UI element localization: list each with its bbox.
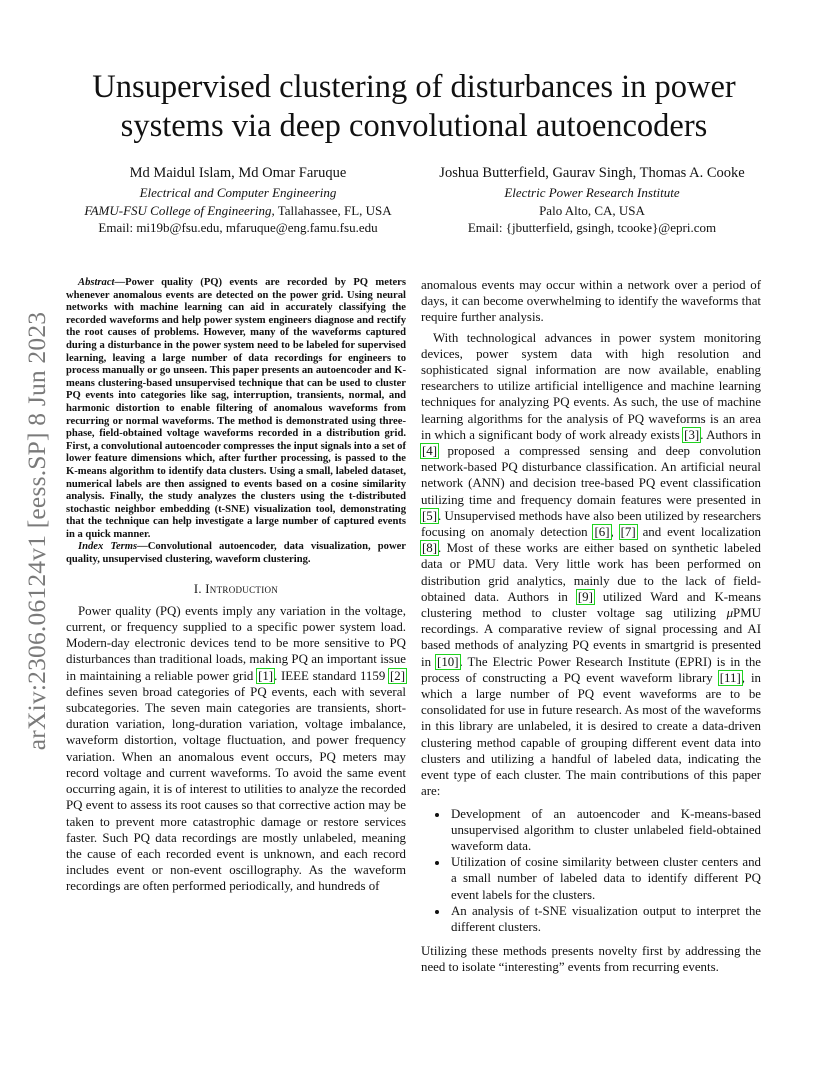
arxiv-identifier-text: arXiv:2306.06124v1 [eess.SP] 8 Jun 2023 — [22, 311, 51, 751]
text-run: , — [610, 525, 620, 540]
index-terms-lead: Index Terms — [78, 541, 138, 553]
citation-link-1[interactable]: [1] — [258, 668, 274, 683]
text-run: PMU recordings. A comparative review of signal processing and AI based methods of analyzing PQ events in smartgrid is presented in — [421, 606, 761, 669]
citation-link-10[interactable]: [10] — [437, 654, 459, 669]
citation-link-5[interactable]: [5] — [422, 508, 438, 523]
section-title: Introduction — [205, 581, 279, 596]
right-column — [421, 277, 761, 976]
citation-link-11[interactable]: [11] — [719, 670, 741, 685]
index-terms-text: —Convolutional autoencoder, data visualization, power quality, unsupervised clustering, waveform clustering. — [66, 541, 406, 566]
citation-link-6[interactable]: [6] — [594, 525, 610, 540]
author-block-fsu — [66, 164, 410, 237]
contribution-item: • An analysis of t-SNE visualization output to interpret the different clusters. — [449, 903, 761, 935]
section-heading-introduction — [66, 581, 406, 597]
contribution-item: • Development of an autoencoder and K-means-based unsupervised algorithm to cluster unlabeled field-obtained waveform data. — [449, 806, 761, 855]
author-email: Email: {jbutterfield, gsingh, tcooke}@epri.com — [467, 220, 717, 235]
text-run: . Authors in — [700, 427, 761, 442]
author-department: Electrical and Computer Engineering — [139, 185, 337, 200]
text-run: proposed a compressed sensing and deep convolution network-based PQ disturbance classification. An artificial neural network (ANN) and decision tree-based PQ event classification utilizing time and frequency domain features were presented in — [421, 444, 761, 507]
author-institution: FAMU-FSU College of Engineering, — [84, 202, 275, 218]
closing-paragraph: Utilizing these methods presents novelty first by addressing the need to isolate “interesting” events from recurring events. — [421, 944, 761, 975]
abstract — [66, 277, 406, 541]
text-run: defines seven broad categories of PQ events, each with several subcategories. The seven main categories are transients, short-duration variation, long-duration variation, voltage imbalance, waveform distortion, voltage fluctuation, and power frequency variation. When an anomalous event occurs, PQ meters may record voltage and current waveforms. To avoid the same event occurring again, it is of interest to utilities to analyze the recorded PQ event to assess its root causes so that corrective action may be taken to prevent more catastrophic damage or restore services faster. Such PQ data recordings are mostly unlabeled, meaning the cause of each recorded event is unknown, and each record includes event or non-event oscillography. As the waveform recordings are often performed periodically, and hundreds of — [66, 684, 406, 894]
mu-symbol: μ — [726, 606, 734, 621]
author-affiliation — [66, 202, 410, 220]
author-names: Md Maidul Islam, Md Omar Faruque — [129, 165, 347, 181]
text-run: , in which a large number of PQ event waveforms are to be consolidated for use in future research. As most of the waveforms in this library are unlabeled, it is desired to create a data-driven clustering method capable of grouping different event data into clusters and utilizing a handful of labeled data, indicating the event type of each cluster. The main contributions of this paper are: — [421, 670, 761, 799]
author-department: Electric Power Research Institute — [504, 185, 680, 200]
text-run: Power quality (PQ) events imply any variation in the voltage, current, or frequency supplied to a specific power system load. Modern-day electronic devices tend to be more sensitive to PQ disturbances than traditional loads, making PQ an important issue in maintaining a reliable power grid — [66, 603, 406, 683]
contribution-item: • Utilization of cosine similarity between cluster centers and a small number of labeled data to identify different PQ event labels for the clusters. — [449, 854, 761, 903]
text-run: With technological advances in power system monitoring devices, power system data with high resolution and sophisticated signal information are now available, enabling researchers to utilize artificial intelligence and machine learning techniques for analyzing PQ events. As such, the use of machine learning algorithms for the analysis of PQ waveforms is an area in which a significant body of work already exists — [421, 330, 761, 442]
author-email: Email: mi19b@fsu.edu, mfaruque@eng.famu.fsu.edu — [98, 220, 378, 235]
author-location: Tallahassee, FL, USA — [274, 202, 392, 218]
abstract-text: —Power quality (PQ) events are recorded by PQ meters whenever anomalous events are detected on the power grid. Using neural networks with machine learning can aid in accurately classifying the recorded waveforms and help power system engineers diagnose and rectify the root causes of problems. However, many of the waveforms captured during a disturbance in the power system need to be labeled for supervised learning, leaving a large number of data recordings for engineers to process manually or go unseen. This paper presents an autoencoder and K-means clustering-based unsupervised technique that can be used to cluster PQ events into categories like sag, interruption, transients, normal, and harmonic distortion to enable filtering of anomalous waveforms from recurring or normal waveforms. The method is demonstrated using three-phase, field-obtained voltage waveforms recorded in a distribution grid. First, a convolutional autoencoder compresses the input signals into a set of lower feature dimensions which, after further processing, is passed to the K-means algorithm to identify data clusters. Using a small, labeled dataset, numerical labels are then assigned to events based on a cosine similarity analysis. Finally, the study analyzes the clusters using the t-distributed stochastic neighbor embedding (t-SNE) visualization tool, demonstrating that the technique can help investigate a large number of captured events in a quick manner. — [66, 277, 406, 540]
citation-link-8[interactable]: [8] — [422, 541, 438, 556]
text-run: . IEEE standard 1159 — [274, 668, 389, 683]
intro-paragraph-1 — [66, 603, 406, 895]
text-run: . Most of these works are either based on synthetic labeled data or PMU data. Very little work has been performed on distribution grid analytics, mainly due to the lack of field-obtained data. Authors in — [421, 541, 761, 604]
author-names: Joshua Butterfield, Gaurav Singh, Thomas A. Cooke — [439, 165, 745, 181]
intro-paragraph-2 — [421, 330, 761, 800]
arxiv-identifier-stamp — [20, 292, 54, 770]
author-location: Palo Alto, CA, USA — [539, 202, 645, 218]
text-run: utilized Ward and K-means clustering method to cluster voltage sag utilizing — [421, 589, 762, 621]
paper-title: Unsupervised clustering of disturbances in power systems via deep convolutional autoencoders — [92, 69, 736, 144]
citation-link-9[interactable]: [9] — [577, 589, 593, 604]
intro-paragraph-1-continued: anomalous events may occur within a network over a period of days, it can become overwhelming to identify the waveforms that require further analysis. — [421, 278, 761, 325]
citation-link-2[interactable]: [2] — [389, 668, 405, 683]
left-column — [66, 277, 406, 895]
citation-link-3[interactable]: [3] — [684, 427, 700, 442]
author-block-epri — [420, 164, 764, 237]
abstract-lead: Abstract — [78, 277, 115, 288]
text-run: . Unsupervised methods have also been utilized by researchers focusing on anomaly detection — [421, 508, 761, 540]
contributions-list — [421, 806, 761, 936]
text-run: . The Electric Power Research Institute (EPRI) is in the process of constructing a PQ event waveform library — [421, 654, 762, 685]
citation-link-7[interactable]: [7] — [620, 525, 636, 540]
section-number: I. — [193, 581, 206, 596]
index-terms — [66, 541, 406, 566]
citation-link-4[interactable]: [4] — [422, 444, 438, 459]
text-run: and event localization — [636, 525, 761, 540]
